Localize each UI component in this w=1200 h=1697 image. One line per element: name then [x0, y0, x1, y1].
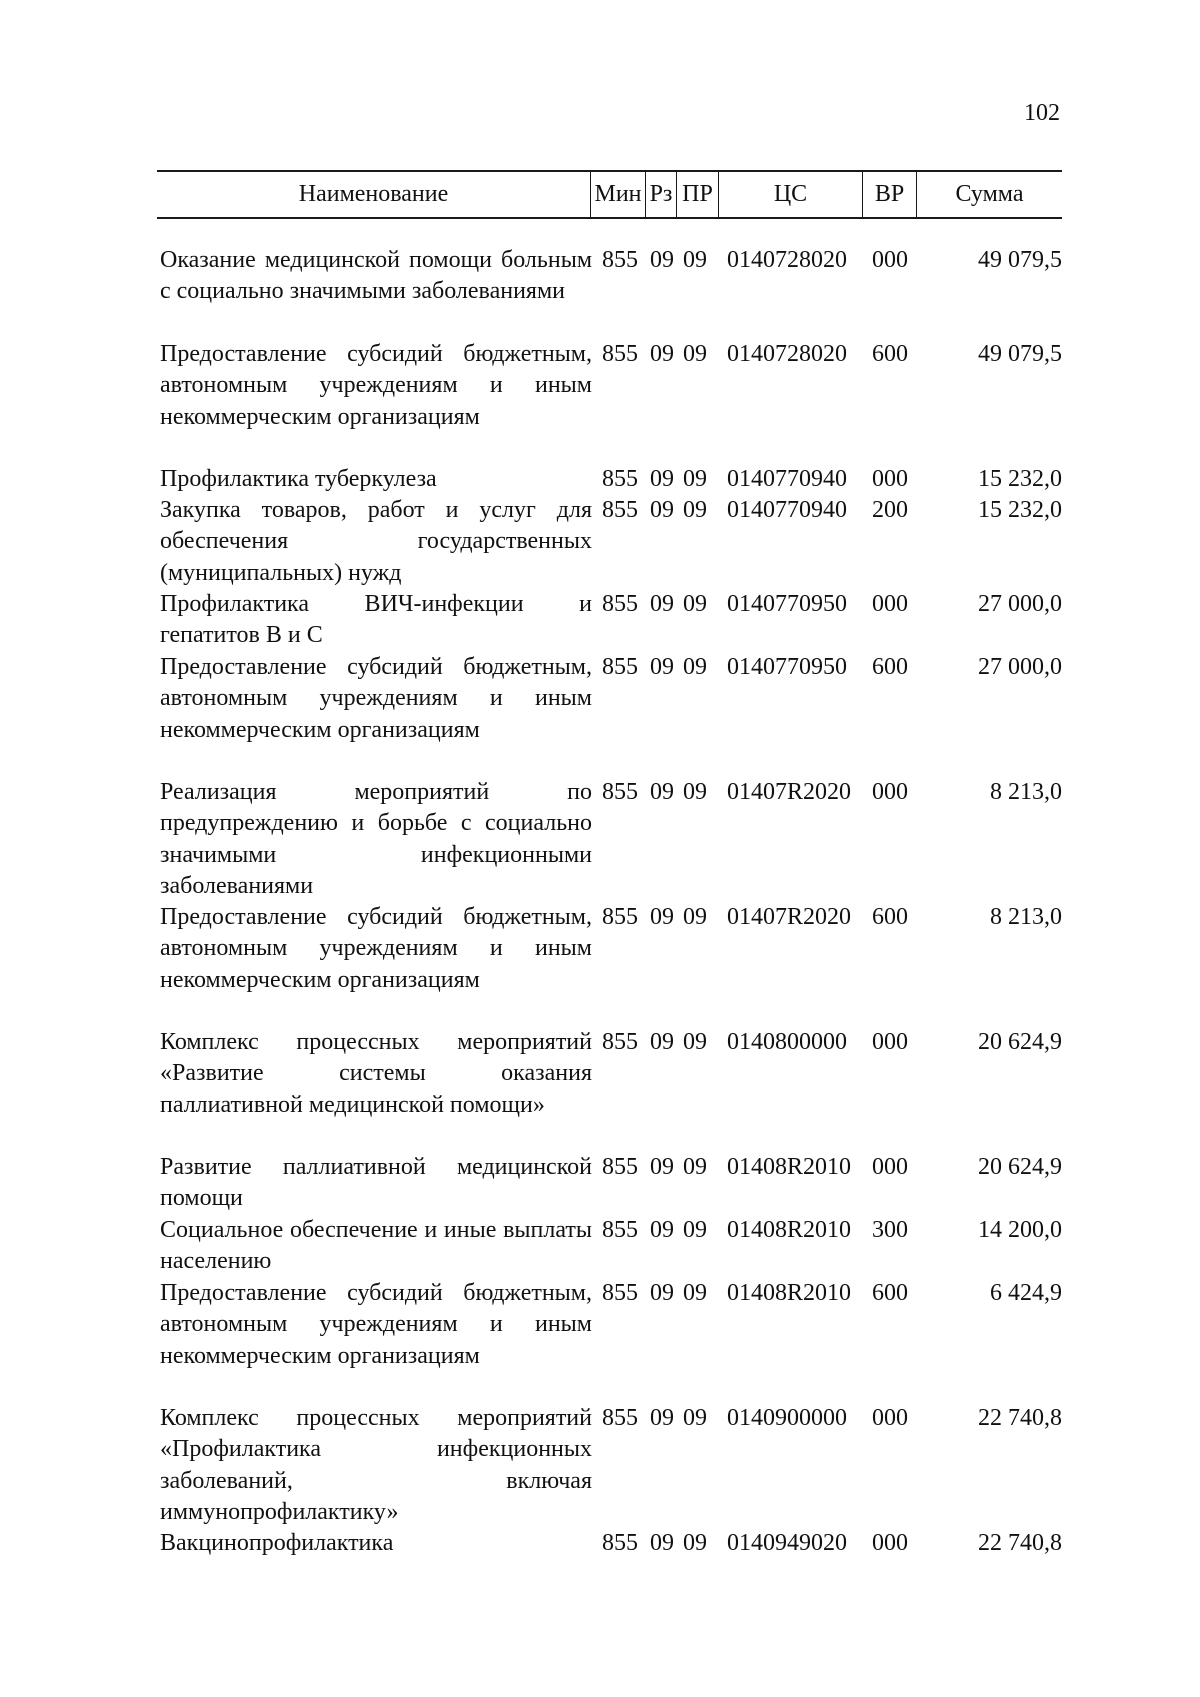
table-row — [0, 1403, 1200, 1528]
row-sum: 6 424,9 — [990, 1280, 1062, 1306]
header-sum: Сумма — [955, 181, 1024, 207]
table-row — [0, 652, 1200, 777]
row-cs: 01408R2010 — [727, 1154, 852, 1180]
row-sum: 20 624,9 — [978, 1029, 1062, 1055]
row-rz: 09 — [650, 779, 674, 805]
row-sum: 27 000,0 — [978, 591, 1062, 617]
row-sum: 22 740,8 — [978, 1405, 1062, 1431]
row-vr: 000 — [872, 247, 908, 273]
row-name: Вакцинопрофилактика — [160, 1530, 394, 1556]
row-cs: 0140900000 — [727, 1405, 847, 1431]
row-cs: 0140770940 — [727, 466, 847, 492]
row-vr: 000 — [872, 1405, 908, 1431]
row-cs: 0140770950 — [727, 654, 847, 680]
header-cs: ЦС — [773, 181, 808, 207]
row-sum: 15 232,0 — [978, 466, 1062, 492]
row-sum: 49 079,5 — [978, 341, 1062, 367]
row-name: Профилактика туберкулеза — [160, 466, 437, 492]
row-sum: 22 740,8 — [978, 1530, 1062, 1556]
table-row — [0, 245, 1200, 339]
row-cs: 0140728020 — [727, 247, 847, 273]
row-rz: 09 — [650, 1217, 674, 1243]
row-vr: 000 — [872, 1154, 908, 1180]
row-rz: 09 — [650, 904, 674, 930]
row-name: Предоставление субсидий бюджетным, автономным учреждениям и иным некоммерческим организациям — [160, 654, 592, 743]
header-pr: ПР — [682, 181, 713, 207]
table-row — [0, 1278, 1200, 1403]
row-pr: 09 — [683, 654, 707, 680]
row-sum: 15 232,0 — [978, 497, 1062, 523]
row-name: Профилактика ВИЧ-инфекции и гепатитов В и С — [160, 591, 592, 649]
header-min: Мин — [594, 181, 642, 207]
row-cs: 01408R2010 — [727, 1217, 852, 1243]
header-name: Наименование — [298, 181, 449, 207]
row-pr: 09 — [683, 1530, 707, 1556]
row-rz: 09 — [650, 247, 674, 273]
row-rz: 09 — [650, 1405, 674, 1431]
row-pr: 09 — [683, 904, 707, 930]
row-vr: 000 — [872, 466, 908, 492]
header-rz: Рз — [649, 181, 673, 207]
row-name: Предоставление субсидий бюджетным, автономным учреждениям и иным некоммерческим организациям — [160, 1280, 592, 1369]
row-name: Комплекс процессных мероприятий «Профилактика инфекционных заболеваний, включая иммунопрофилактику» — [160, 1405, 592, 1525]
row-cs: 0140770950 — [727, 591, 847, 617]
row-rz: 09 — [650, 1029, 674, 1055]
row-vr: 600 — [872, 654, 908, 680]
table-row — [0, 589, 1200, 652]
row-min: 855 — [602, 1530, 638, 1556]
row-pr: 09 — [683, 1154, 707, 1180]
row-sum: 8 213,0 — [990, 779, 1062, 805]
row-min: 855 — [602, 654, 638, 680]
row-name: Закупка товаров, работ и услуг для обеспечения государственных (муниципальных) нужд — [160, 497, 592, 586]
row-min: 855 — [602, 247, 638, 273]
row-vr: 300 — [872, 1217, 908, 1243]
page-number: 102 — [1024, 100, 1060, 126]
row-name: Оказание медицинской помощи больным с социально значимыми заболеваниями — [160, 247, 592, 305]
row-cs: 01407R2020 — [727, 904, 852, 930]
table-header — [157, 170, 1062, 219]
row-rz: 09 — [650, 1530, 674, 1556]
row-cs: 01408R2010 — [727, 1280, 852, 1306]
row-rz: 09 — [650, 1154, 674, 1180]
table-row — [0, 495, 1200, 589]
row-rz: 09 — [650, 341, 674, 367]
row-name: Предоставление субсидий бюджетным, автономным учреждениям и иным некоммерческим организациям — [160, 904, 592, 993]
row-min: 855 — [602, 466, 638, 492]
row-pr: 09 — [683, 247, 707, 273]
row-pr: 09 — [683, 1405, 707, 1431]
row-sum: 27 000,0 — [978, 654, 1062, 680]
row-pr: 09 — [683, 591, 707, 617]
row-name: Предоставление субсидий бюджетным, автономным учреждениям и иным некоммерческим организациям — [160, 341, 592, 430]
row-rz: 09 — [650, 466, 674, 492]
row-pr: 09 — [683, 779, 707, 805]
table-row — [0, 464, 1200, 495]
row-name: Развитие паллиативной медицинской помощи — [160, 1154, 592, 1212]
row-sum: 8 213,0 — [990, 904, 1062, 930]
row-name: Социальное обеспечение и иные выплаты населению — [160, 1217, 592, 1275]
row-min: 855 — [602, 497, 638, 523]
row-pr: 09 — [683, 1217, 707, 1243]
table-row — [0, 339, 1200, 464]
row-min: 855 — [602, 779, 638, 805]
row-vr: 600 — [872, 904, 908, 930]
row-rz: 09 — [650, 1280, 674, 1306]
row-sum: 20 624,9 — [978, 1154, 1062, 1180]
row-vr: 200 — [872, 497, 908, 523]
row-sum: 14 200,0 — [978, 1217, 1062, 1243]
row-pr: 09 — [683, 341, 707, 367]
row-rz: 09 — [650, 591, 674, 617]
row-cs: 0140800000 — [727, 1029, 847, 1055]
row-sum: 49 079,5 — [978, 247, 1062, 273]
row-rz: 09 — [650, 654, 674, 680]
row-rz: 09 — [650, 497, 674, 523]
row-cs: 0140770940 — [727, 497, 847, 523]
row-cs: 0140728020 — [727, 341, 847, 367]
row-min: 855 — [602, 1405, 638, 1431]
row-min: 855 — [602, 591, 638, 617]
header-vr: ВР — [874, 181, 905, 207]
row-min: 855 — [602, 1029, 638, 1055]
row-vr: 000 — [872, 1530, 908, 1556]
table-row — [0, 1027, 1200, 1152]
row-vr: 600 — [872, 1280, 908, 1306]
row-min: 855 — [602, 341, 638, 367]
row-cs: 01407R2020 — [727, 779, 852, 805]
table-row — [0, 1152, 1200, 1215]
row-vr: 600 — [872, 341, 908, 367]
row-name: Комплекс процессных мероприятий «Развитие системы оказания паллиативной медицинской помощи» — [160, 1029, 592, 1118]
table-row — [0, 1528, 1200, 1559]
table-row — [0, 902, 1200, 1027]
row-pr: 09 — [683, 466, 707, 492]
row-vr: 000 — [872, 779, 908, 805]
row-pr: 09 — [683, 1029, 707, 1055]
table-body — [0, 245, 1200, 1559]
row-pr: 09 — [683, 1280, 707, 1306]
row-pr: 09 — [683, 497, 707, 523]
table-row — [0, 777, 1200, 902]
row-vr: 000 — [872, 1029, 908, 1055]
row-cs: 0140949020 — [727, 1530, 847, 1556]
row-min: 855 — [602, 904, 638, 930]
row-name: Реализация мероприятий по предупреждению и борьбе с социально значимыми инфекционными заболеваниями — [160, 779, 592, 899]
row-min: 855 — [602, 1154, 638, 1180]
row-min: 855 — [602, 1217, 638, 1243]
table-row — [0, 1215, 1200, 1278]
row-vr: 000 — [872, 591, 908, 617]
row-min: 855 — [602, 1280, 638, 1306]
